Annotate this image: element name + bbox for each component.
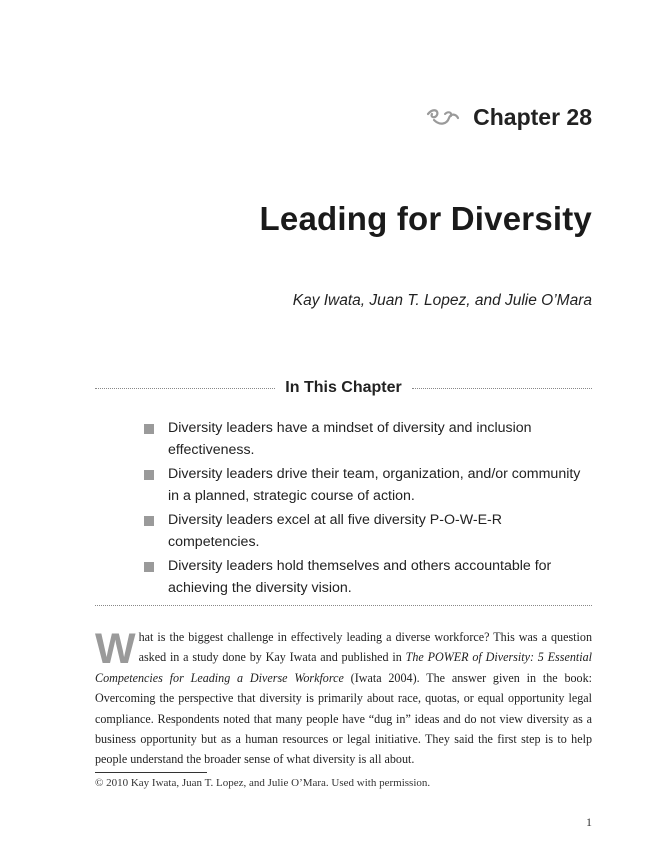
chapter-highlights-list [144, 418, 584, 602]
page-number: 1 [586, 815, 592, 829]
chapter-label: Chapter 28 [473, 104, 592, 130]
chapter-authors: Kay Iwata, Juan T. Lopez, and Julie O’Mara [292, 292, 592, 309]
body-paragraph [95, 627, 592, 770]
highlight-item [144, 556, 584, 599]
drop-cap: W [95, 625, 136, 673]
footnote-rule [95, 772, 207, 773]
copyright-footnote: © 2010 Kay Iwata, Juan T. Lopez, and Julie O’Mara. Used with permission. [95, 777, 431, 789]
body-text-part-2: (Iwata 2004). The answer given in the book: Overcoming the perspective that diversity is primarily about race, quotas, or equal opportunity legal compliance. Respondents noted that many people have “dug in” ideas and do not view diversity as a business opportunity but as a human resources or legal initiative. They said the first step is to help people understand the broader sense of what diversity is all about. [95, 670, 592, 767]
square-bullet-icon [144, 424, 154, 434]
body-text-part-1: hat is the biggest challenge in effectively leading a diverse workforce? This was a question asked in a study done by Kay Iwata and published in [138, 630, 592, 665]
highlight-text: Diversity leaders excel at all five diversity P-O-W-E-R competencies. [168, 512, 503, 550]
dotted-divider-right [412, 388, 592, 389]
ornamental-flourish-icon [425, 106, 461, 130]
highlight-text: Diversity leaders have a mindset of diversity and inclusion effectiveness. [168, 420, 532, 458]
square-bullet-icon [144, 562, 154, 572]
chapter-title: Leading for Diversity [259, 200, 592, 237]
highlight-text: Diversity leaders hold themselves and others accountable for achieving the diversity vision. [168, 558, 552, 596]
square-bullet-icon [144, 516, 154, 526]
dotted-divider-bottom [95, 605, 592, 606]
in-this-chapter-heading: In This Chapter [285, 379, 402, 396]
highlight-text: Diversity leaders drive their team, organization, and/or community in a planned, strategic course of action. [168, 466, 581, 504]
in-this-chapter-header [95, 379, 592, 397]
highlight-item [144, 464, 584, 507]
highlight-item [144, 510, 584, 553]
book-title-citation: The POWER of Diversity: 5 Essential Competencies for Leading a Diverse Workforce [95, 650, 593, 685]
chapter-heading [425, 104, 592, 131]
highlight-item [144, 418, 584, 461]
square-bullet-icon [144, 470, 154, 480]
dotted-divider-left [95, 388, 275, 389]
